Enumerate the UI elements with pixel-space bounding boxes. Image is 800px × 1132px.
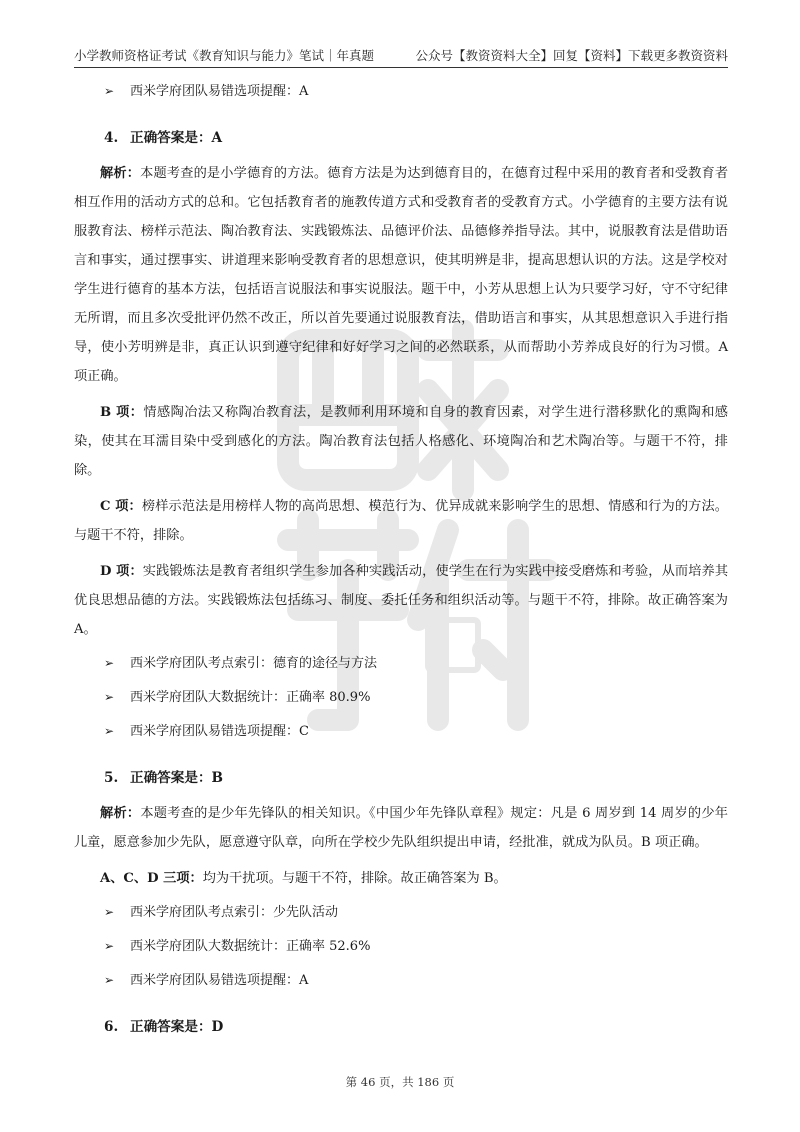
arrow-bullet-icon: ➢ xyxy=(104,724,115,738)
list-item: ➢ 西米学府团队易错选项提醒：C xyxy=(74,717,728,746)
q4-option-d: D 项：实践锻炼法是教育者组织学生参加各种实践活动，使学生在行为实践中接受磨炼和考验，从而培养其优良思想品德的方法。实践锻炼法包括练习、制度、委托任务和组织活动等。与题干不符，排除。故正确答案为 A。 xyxy=(74,564,729,637)
q5-options-acd: A、C、D 三项：均为干扰项。与题干不符，排除。故正确答案为 B。 xyxy=(100,871,507,886)
list-item: ➢ 西米学府团队易错选项提醒：A xyxy=(74,966,728,995)
q4-answer-heading: 4. 正确答案是：A xyxy=(104,130,223,146)
page-header xyxy=(74,44,728,68)
q6-answer-heading: 6. 正确答案是：D xyxy=(104,1019,224,1035)
arrow-bullet-icon: ➢ xyxy=(104,84,115,98)
page-number: 第 46 页，共 186 页 xyxy=(345,1075,455,1089)
arrow-bullet-icon: ➢ xyxy=(104,905,115,919)
header-right-text: 公众号【教资资料大全】回复【资料】下载更多教资资料 xyxy=(415,48,728,63)
list-item: ➢ 西米学府团队大数据统计：正确率 80.9% xyxy=(74,683,728,712)
arrow-bullet-icon: ➢ xyxy=(104,656,115,670)
q4-option-c: C 项：榜样示范法是用榜样人物的高尚思想、模范行为、优异成就来影响学生的思想、情感和行为的方法。与题干不符，排除。 xyxy=(74,499,728,543)
q5-analysis: 解析：本题考查的是少年先锋队的相关知识。《中国少年先锋队章程》规定：凡是 6 周岁到 14 周岁的少年儿童，愿意参加少先队，愿意遵守队章，向所在学校少先队组织提出申请，经批准，就成为队员。B 项正确。 xyxy=(74,806,728,850)
q4-option-b: B 项：情感陶冶法又称陶冶教育法，是教师利用环境和自身的教育因素，对学生进行潜移默化的熏陶和感染，使其在耳濡目染中受到感化的方法。陶冶教育法包括人格感化、环境陶冶和艺术陶冶等。与题干不符，排除。 xyxy=(74,405,728,478)
arrow-bullet-icon: ➢ xyxy=(104,690,115,704)
arrow-bullet-icon: ➢ xyxy=(104,939,115,953)
list-item: ➢ 西米学府团队易错选项提醒：A xyxy=(74,77,728,106)
q4-analysis: 解析：本题考查的是小学德育的方法。德育方法是为达到德育目的，在德育过程中采用的教育者和受教育者相互作用的活动方式的总和。它包括教育者的施教传道方式和受教育者的受教育方式。小学德育的主要方法有说服教育法、榜样示范法、陶冶教育法、实践锻炼法、品德评价法、品德修养指导法。其中，说服教育法是借助语言和事实，通过摆事实、讲道理来影响受教育者的思想意识，使其明辨是非，提高思想认识的方法。这是学校对学生进行德育的基本方法，包括语言说服法和事实说服法。题干中，小芳从思想上认为只要学习好，守不守纪律无所谓，而且多次受批评仍然不改正，所以首先要通过说服教育法，借助语言和事实，从其思想意识入手进行指导，使小芳明辨是非，真正认识到遵守纪律和好好学习之间的必然联系，从而帮助小芳养成良好的行为习惯。A 项正确。 xyxy=(74,166,729,384)
list-item: ➢ 西米学府团队考点索引：德育的途径与方法 xyxy=(74,649,728,678)
arrow-bullet-icon: ➢ xyxy=(104,973,115,987)
list-item: ➢ 西米学府团队考点索引：少先队活动 xyxy=(74,898,728,927)
main-content xyxy=(74,72,728,1048)
list-item: ➢ 西米学府团队大数据统计：正确率 52.6% xyxy=(74,932,728,961)
header-left-text: 小学教师资格证考试《教育知识与能力》笔试｜年真题 xyxy=(74,48,375,63)
q5-answer-heading: 5. 正确答案是：B xyxy=(104,770,224,786)
